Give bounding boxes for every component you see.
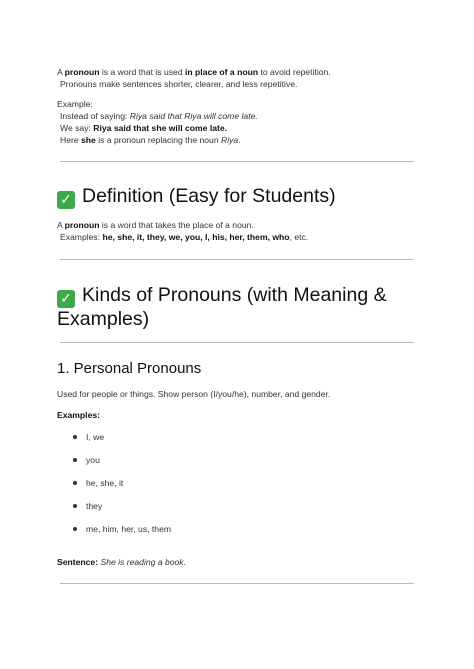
italic-text: Riya bbox=[221, 135, 239, 145]
divider bbox=[60, 583, 414, 584]
list-item: I, we bbox=[86, 432, 105, 442]
text: We say: bbox=[60, 123, 94, 133]
bullet-icon bbox=[73, 435, 77, 439]
personal-desc: Used for people or things. Show person (I/you/he), number, and gender. bbox=[57, 389, 331, 399]
intro-line-1 bbox=[57, 66, 331, 78]
text: Instead of saying: bbox=[60, 111, 130, 121]
bold-text: in place of a noun bbox=[185, 67, 259, 77]
divider bbox=[60, 161, 414, 162]
example-label: Example: bbox=[57, 99, 93, 109]
bold-text: Examples: bbox=[57, 410, 100, 420]
heading-text: Definition (Easy for Students) bbox=[82, 185, 336, 207]
divider bbox=[60, 342, 414, 343]
intro-line-2: Pronouns make sentences shorter, clearer, and less repetitive. bbox=[60, 79, 298, 89]
definition-heading bbox=[57, 183, 336, 209]
bullet-icon bbox=[73, 481, 77, 485]
text: , etc. bbox=[289, 232, 309, 242]
kinds-heading-line-2: Examples) bbox=[57, 308, 150, 330]
kinds-heading bbox=[57, 282, 387, 308]
list-item: they bbox=[86, 501, 103, 511]
text: is a word that is used bbox=[99, 67, 186, 77]
text: A bbox=[57, 67, 65, 77]
heading-text: Kinds of Pronouns (with Meaning & bbox=[82, 284, 387, 306]
text: is a word that takes the place of a noun. bbox=[99, 220, 254, 230]
italic-text: Riya said that Riya will come late. bbox=[129, 111, 258, 121]
text: Examples: bbox=[60, 232, 103, 242]
bold-text: pronoun bbox=[64, 67, 100, 77]
bold-text: Sentence: bbox=[57, 557, 99, 567]
definition-line-2 bbox=[60, 231, 308, 243]
list-item: he, she, it bbox=[86, 478, 124, 488]
check-mark-icon: ✓ bbox=[57, 191, 75, 209]
bullet-icon bbox=[73, 458, 77, 462]
bullet-icon bbox=[73, 504, 77, 508]
text: is a pronoun replacing the noun bbox=[95, 135, 222, 145]
bold-text: she bbox=[81, 135, 96, 145]
intro-line-3 bbox=[60, 110, 258, 122]
bold-text: Riya said that she will come late. bbox=[93, 123, 228, 133]
list-item: you bbox=[86, 455, 100, 465]
bullet-icon bbox=[73, 527, 77, 531]
list-item: me, him, her, us, them bbox=[86, 524, 172, 534]
divider bbox=[60, 259, 414, 260]
check-mark-icon: ✓ bbox=[57, 290, 75, 308]
intro-line-4 bbox=[60, 122, 227, 134]
bold-text: pronoun bbox=[64, 220, 100, 230]
intro-line-5 bbox=[60, 134, 241, 146]
bold-text: he, she, it, they, we, you, I, his, her, them, who bbox=[102, 232, 290, 242]
definition-line-1 bbox=[57, 219, 254, 231]
italic-text: She is reading a book. bbox=[98, 557, 186, 567]
text: to avoid repetition. bbox=[258, 67, 331, 77]
sentence-line bbox=[57, 556, 186, 568]
personal-pronouns-heading: 1. Personal Pronouns bbox=[57, 360, 202, 377]
text: . bbox=[238, 135, 241, 145]
examples-label bbox=[57, 409, 100, 421]
text: A bbox=[57, 220, 65, 230]
text: Here bbox=[60, 135, 82, 145]
